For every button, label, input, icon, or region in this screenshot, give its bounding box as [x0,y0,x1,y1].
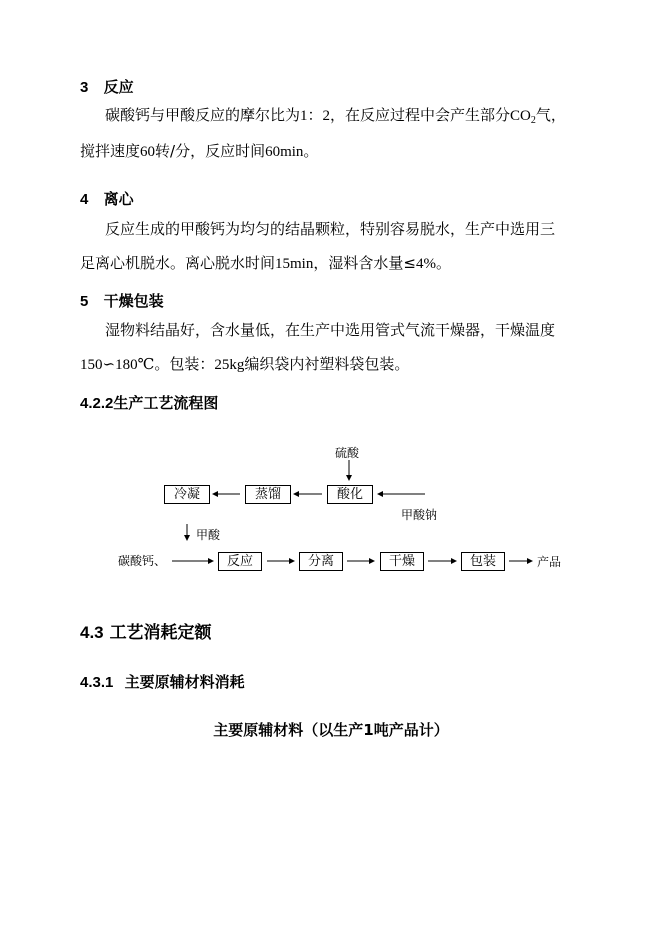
table-caption: 主要原辅材料（以生产1吨产品计） [213,721,449,739]
s4-time: 15min [275,256,314,272]
section-5-number: 5 [80,293,89,310]
s4-water: 4% [415,256,436,272]
s3-co2: CO [510,108,531,124]
section-4-title: 离心 [103,190,134,208]
flowchart-heading-number: 4.2.2 [80,395,114,412]
s3-text-6: 。 [303,142,319,160]
box-distill: 蒸馏 [245,485,291,504]
box-acidify: 酸化 [327,485,373,504]
box-dry: 干燥 [380,552,424,571]
section-4-3-1-heading [80,671,245,692]
s3-speed: 60 [140,144,156,160]
section-3-title: 反应 [103,78,134,96]
s3-text-3: 气， [535,106,566,124]
s3-text-5: 转/分，反应时间 [155,142,266,160]
section-3-number: 3 [80,79,89,96]
flowchart-heading-title: 生产工艺流程图 [113,394,219,412]
s5-temp: 150∽180℃ [80,357,155,373]
section-4-3-title: 工艺消耗定额 [109,623,212,643]
s4-text-3: 。 [435,254,451,272]
section-5-title: 干燥包装 [103,292,164,310]
s5-bag: 25kg [214,357,245,373]
section-4-3-1-number: 4.3.1 [80,674,114,691]
box-pack: 包装 [461,552,505,571]
section-4-3-1-title: 主要原辅材料消耗 [124,673,245,691]
s3-text-2: ，在反应过程中会产生部分 [330,106,511,124]
section-4-number: 4 [80,191,89,208]
box-separate: 分离 [299,552,343,571]
s5-text-2: 编织袋内衬塑料袋包装。 [244,355,410,373]
box-react: 反应 [218,552,262,571]
box-cool: 冷凝 [164,485,210,504]
label-sulfuric-acid: 硫酸 [335,446,360,460]
s4-text-2: ，湿料含水量≤ [313,254,416,272]
section-4-line-1: 反应生成的甲酸钙为均匀的结晶颗粒，特别容易脱水，生产中选用三 [105,220,556,238]
s4-text-1: 足离心机脱水。离心脱水时间 [80,254,276,272]
section-4-3-number: 4.3 [80,623,104,642]
section-4-3-heading [80,618,212,643]
s3-time: 60min [265,144,304,160]
section-5-line-1: 湿物料结晶好，含水量低，在生产中选用管式气流干燥器，干燥温度 [105,321,556,339]
s3-ratio: 1：2 [300,108,331,124]
s3-co2-subscript: 2 [530,115,536,126]
s3-text-1: 碳酸钙与甲酸反应的摩尔比为 [105,106,301,124]
label-product: 产品 [537,555,562,569]
s3-text-4: 搅拌速度 [80,142,141,160]
s5-text-1: 。包装： [154,355,215,373]
label-sodium-formate: 甲酸钠 [401,508,438,522]
label-formic-acid: 甲酸 [196,528,221,542]
label-calcium-carbonate: 碳酸钙、 [118,554,167,568]
